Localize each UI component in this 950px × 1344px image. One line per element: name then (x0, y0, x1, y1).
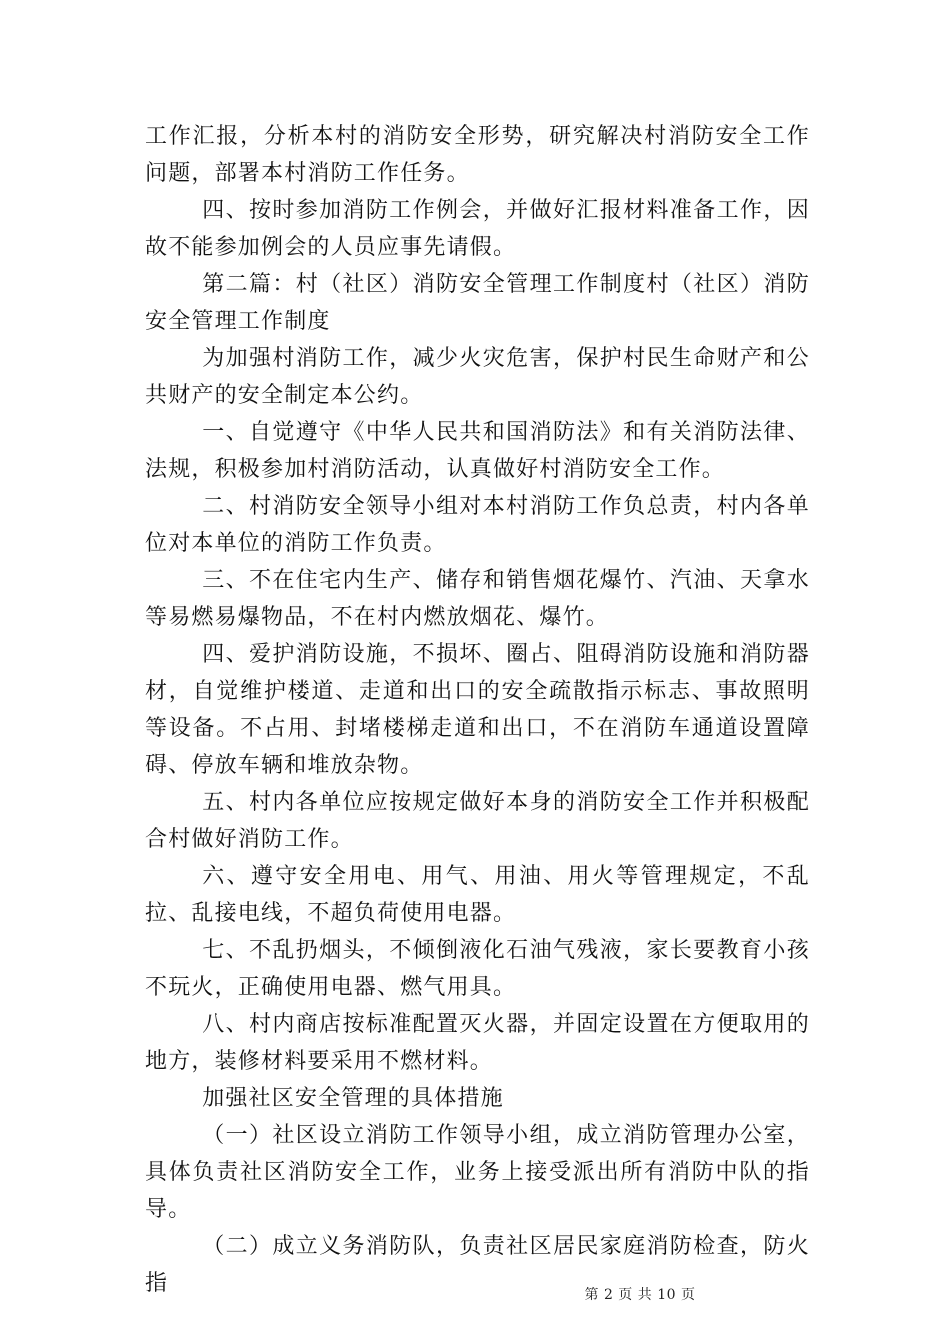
subsection-heading: 加强社区安全管理的具体措施 (202, 1086, 504, 1111)
rule-4: 四、爱护消防设施，不损坏、圈占、阻碍消防设施和消防器材，自觉维护楼道、走道和出口的安全疏散指示标志、事故照明等设备。不占用、封堵楼梯走道和出口，不在消防车通道设置障碍、停放车辆和堆放杂物。 (145, 642, 810, 778)
paragraph-intro: 为加强村消防工作，减少火灾危害，保护村民生命财产和公共财产的安全制定本公约。 (145, 346, 810, 408)
rule-7: 七、不乱扔烟头，不倾倒液化石油气残液，家长要教育小孩不玩火，正确使用电器、燃气用具。 (145, 938, 810, 1000)
rule-8: 八、村内商店按标准配置灭火器，并固定设置在方便取用的地方，装修材料要采用不燃材料。 (145, 1012, 810, 1074)
document-body (145, 118, 810, 1302)
section-title-paragraph: 第二篇：村（社区）消防安全管理工作制度村（社区）消防安全管理工作制度 (145, 272, 810, 334)
rule-5: 五、村内各单位应按规定做好本身的消防安全工作并积极配合村做好消防工作。 (145, 790, 810, 852)
paragraph-2: 四、按时参加消防工作例会，并做好汇报材料准备工作，因故不能参加例会的人员应事先请假。 (145, 198, 810, 260)
page-footer (0, 1284, 950, 1304)
measure-1: （一）社区设立消防工作领导小组，成立消防管理办公室，具体负责社区消防安全工作，业务上接受派出所有消防中队的指导。 (145, 1123, 810, 1222)
page-number-label: 第 2 页 共 10 页 (584, 1287, 696, 1303)
measure-2: （二）成立义务消防队，负责社区居民家庭消防检查，防火指 (145, 1234, 810, 1296)
rule-6: 六、遵守安全用电、用气、用油、用火等管理规定，不乱拉、乱接电线，不超负荷使用电器。 (145, 864, 810, 926)
rule-2: 二、村消防安全领导小组对本村消防工作负总责，村内各单位对本单位的消防工作负责。 (145, 494, 810, 556)
rule-1: 一、自觉遵守《中华人民共和国消防法》和有关消防法律、法规，积极参加村消防活动，认真做好村消防安全工作。 (145, 420, 810, 482)
paragraph-1: 工作汇报，分析本村的消防安全形势，研究解决村消防安全工作问题，部署本村消防工作任务。 (145, 124, 810, 186)
rule-3: 三、不在住宅内生产、储存和销售烟花爆竹、汽油、天拿水等易燃易爆物品，不在村内燃放烟花、爆竹。 (145, 568, 810, 630)
